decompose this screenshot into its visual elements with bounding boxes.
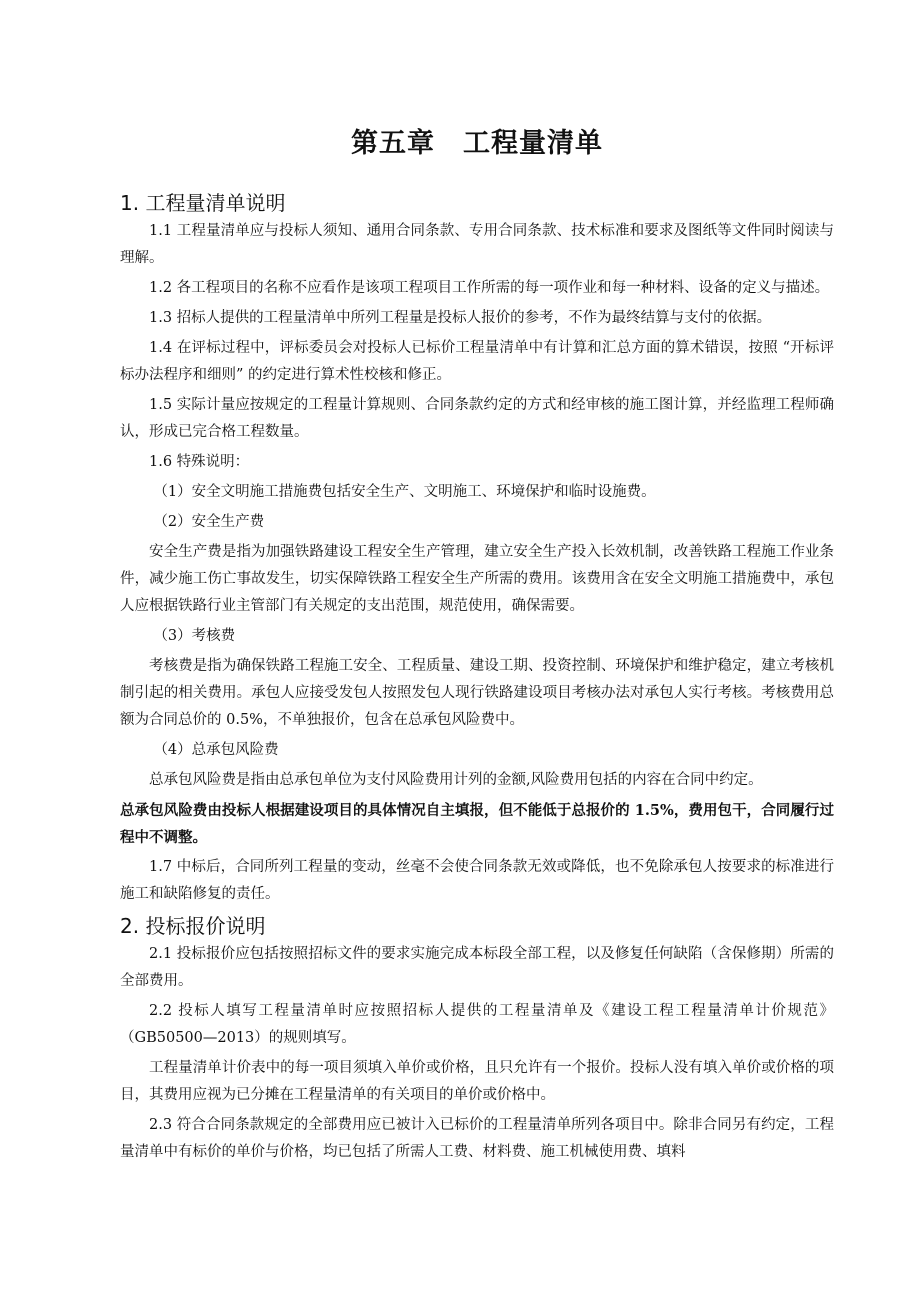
chapter-title: 第五章 工程量清单 bbox=[351, 128, 603, 159]
list-item-3-text: 考核费是指为确保铁路工程施工安全、工程质量、建设工期、投资控制、环境保护和维护稳定，建立考核机制引起的相关费用。承包人应接受发包人按照发包人现行铁路建设项目考核办法对承包人实行考核。考核费用总额为合同总价的 0.5%，不单独报价，包含在总承包风险费中。 bbox=[120, 658, 834, 728]
list-item-4-bold-text: 总承包风险费由投标人根据建设项目的具体情况自主填报，但不能低于总报价的 1.5%，费用包干，合同履行过程中不调整。 bbox=[120, 802, 834, 846]
section-2-heading: 2. 投标报价说明 bbox=[120, 914, 266, 938]
paragraph-2-3: 2.3 符合合同条款规定的全部费用应已被计入已标价的工程量清单所列各项目中。除非合同另有约定，工程量清单中有标价的单价与价格，均已包括了所需人工费、材料费、施工机械使用费、填料 bbox=[120, 1117, 834, 1160]
paragraph-2-2-continued: 工程量清单计价表中的每一项目须填入单价或价格，且只允许有一个报价。投标人没有填入单价或价格的项目，其费用应视为已分摊在工程量清单的有关项目的单价或价格中。 bbox=[120, 1060, 834, 1103]
section-1-heading: 1. 工程量清单说明 bbox=[120, 191, 286, 215]
paragraph-2-2: 2.2 投标人填写工程量清单时应按照招标人提供的工程量清单及《建设工程工程量清单计价规范》（GB50500—2013）的规则填写。 bbox=[120, 1003, 834, 1046]
list-item-2-text: 安全生产费是指为加强铁路建设工程安全生产管理，建立安全生产投入长效机制，改善铁路工程施工作业条件，减少施工伤亡事故发生，切实保障铁路工程安全生产所需的费用。该费用含在安全文明施工措施费中，承包人应根据铁路行业主管部门有关规定的支出范围，规范使用，确保需要。 bbox=[120, 544, 834, 614]
paragraph-1-6: 1.6 特殊说明： bbox=[149, 454, 250, 470]
paragraph-1-3: 1.3 招标人提供的工程量清单中所列工程量是投标人报价的参考，不作为最终结算与支付的依据。 bbox=[149, 310, 772, 326]
paragraph-1-1: 1.1 工程量清单应与投标人须知、通用合同条款、专用合同条款、技术标准和要求及图纸等文件同时阅读与理解。 bbox=[120, 223, 834, 266]
list-item-4: （4）总承包风险费 bbox=[153, 742, 279, 758]
list-item-2: （2）安全生产费 bbox=[153, 514, 265, 530]
paragraph-1-7: 1.7 中标后，合同所列工程量的变动，丝毫不会使合同条款无效或降低，也不免除承包人按要求的标准进行施工和缺陷修复的责任。 bbox=[120, 859, 834, 902]
paragraph-2-1: 2.1 投标报价应包括按照招标文件的要求实施完成本标段全部工程，以及修复任何缺陷（含保修期）所需的全部费用。 bbox=[120, 946, 834, 989]
paragraph-1-4: 1.4 在评标过程中，评标委员会对投标人已标价工程量清单中有计算和汇总方面的算术错误，按照 “开标评标办法程序和细则” 的约定进行算术性校核和修正。 bbox=[120, 340, 834, 383]
paragraph-1-5: 1.5 实际计量应按规定的工程量计算规则、合同条款约定的方式和经审核的施工图计算，并经监理工程师确认，形成已完合格工程数量。 bbox=[120, 397, 834, 440]
list-item-4-text: 总承包风险费是指由总承包单位为支付风险费用计列的金额,风险费用包括的内容在合同中约定。 bbox=[149, 772, 763, 788]
paragraph-1-2: 1.2 各工程项目的名称不应看作是该项工程项目工作所需的每一项作业和每一种材料、设备的定义与描述。 bbox=[149, 280, 830, 296]
list-item-1: （1）安全文明施工措施费包括安全生产、文明施工、环境保护和临时设施费。 bbox=[153, 484, 656, 500]
list-item-3: （3）考核费 bbox=[153, 628, 236, 644]
